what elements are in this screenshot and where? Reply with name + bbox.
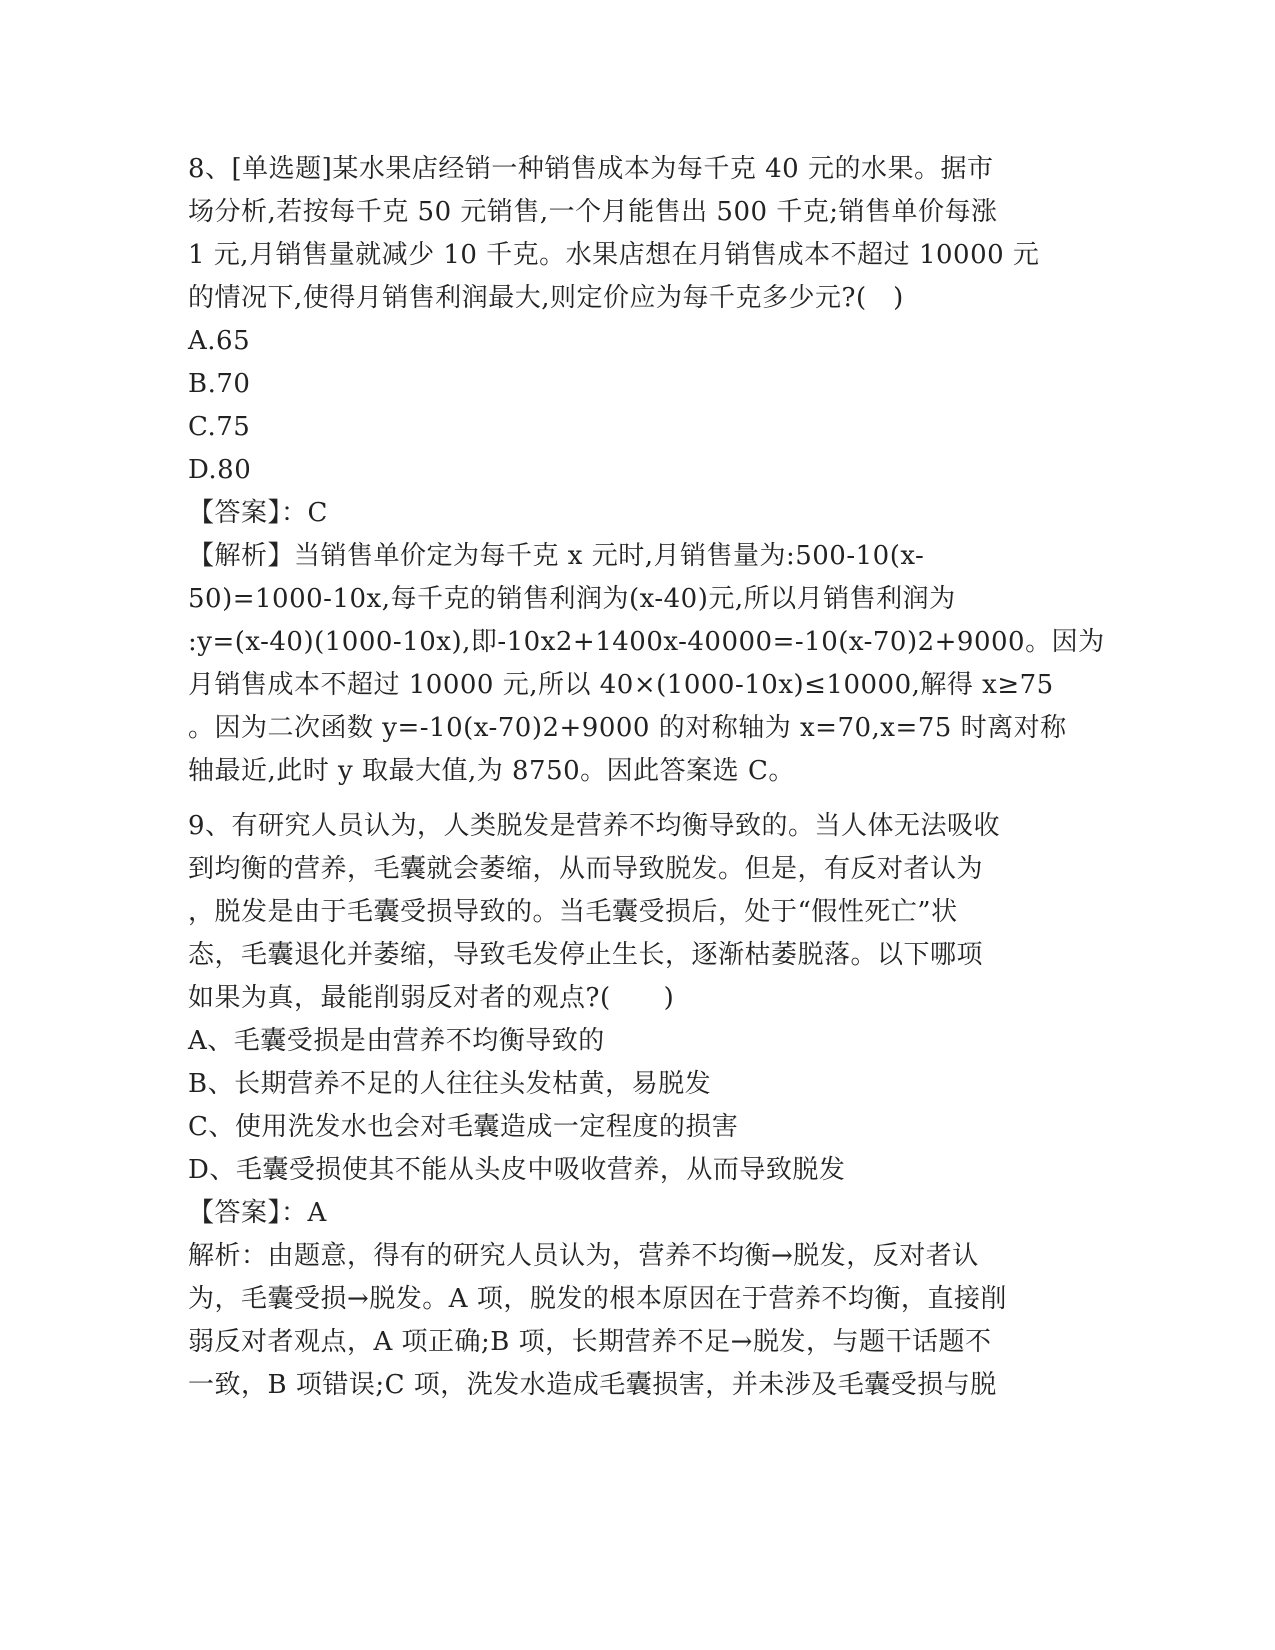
question-8-stem-line-4: 的情况下,使得月销售利润最大,则定价应为每千克多少元?( ) bbox=[188, 283, 904, 313]
question-8-analysis-line-4: 月销售成本不超过 10000 元,所以 40×(1000-10x)≤10000,解得 x≥75 bbox=[188, 670, 1054, 700]
question-8-option-b: B.70 bbox=[188, 369, 251, 399]
question-9-option-d: D、毛囊受损使其不能从头皮中吸收营养，从而导致脱发 bbox=[188, 1155, 846, 1185]
question-8-analysis-line-2: 50)=1000-10x,每千克的销售利润为(x-40)元,所以月销售利润为 bbox=[188, 584, 956, 614]
question-8-stem-line-3: 1 元,月销售量就减少 10 千克。水果店想在月销售成本不超过 10000 元 bbox=[188, 240, 1040, 270]
question-9-analysis-line-2: 为，毛囊受损→脱发。A 项，脱发的根本原因在于营养不均衡，直接削 bbox=[188, 1284, 1007, 1314]
question-8-option-d: D.80 bbox=[188, 455, 252, 485]
question-9-option-c: C、使用洗发水也会对毛囊造成一定程度的损害 bbox=[188, 1112, 739, 1142]
question-9-analysis-line-1: 解析：由题意，得有的研究人员认为，营养不均衡→脱发，反对者认 bbox=[188, 1241, 979, 1271]
question-separator bbox=[188, 793, 1088, 805]
question-8-analysis-line-6: 轴最近,此时 y 取最大值,为 8750。因此答案选 C。 bbox=[188, 756, 795, 786]
question-9-option-a: A、毛囊受损是由营养不均衡导致的 bbox=[188, 1026, 605, 1056]
question-8-analysis-line-5: 。因为二次函数 y=-10(x-70)2+9000 的对称轴为 x=70,x=75 时离对称 bbox=[188, 713, 1067, 743]
question-8-analysis-line-3: :y=(x-40)(1000-10x),即-10x2+1400x-40000=-10(x-70)2+9000。因为 bbox=[188, 627, 1105, 657]
question-8-stem-line-2: 场分析,若按每千克 50 元销售,一个月能售出 500 千克;销售单价每涨 bbox=[188, 197, 998, 227]
question-8-option-c: C.75 bbox=[188, 412, 251, 442]
question-9-stem-line-4: 态，毛囊退化并萎缩，导致毛发停止生长，逐渐枯萎脱落。以下哪项 bbox=[188, 940, 984, 970]
question-9-stem-line-2: 到均衡的营养，毛囊就会萎缩，从而导致脱发。但是，有反对者认为 bbox=[188, 854, 984, 884]
question-9-answer: 【答案】：A bbox=[188, 1198, 327, 1228]
question-9-stem-line-3: ，脱发是由于毛囊受损导致的。当毛囊受损后，处于“假性死亡”状 bbox=[188, 897, 958, 927]
question-9 bbox=[188, 805, 1088, 1407]
question-9-stem-line-1: 9、有研究人员认为，人类脱发是营养不均衡导致的。当人体无法吸收 bbox=[188, 811, 1001, 841]
question-9-stem-line-5: 如果为真，最能削弱反对者的观点?( ) bbox=[188, 983, 675, 1013]
question-9-option-b: B、长期营养不足的人往往头发枯黄，易脱发 bbox=[188, 1069, 712, 1099]
question-8-option-a: A.65 bbox=[188, 326, 251, 356]
question-8-analysis-line-1: 【解析】当销售单价定为每千克 x 元时,月销售量为:500-10(x- bbox=[188, 541, 925, 571]
question-8-stem-line-1: 8、[单选题]某水果店经销一种销售成本为每千克 40 元的水果。据市 bbox=[188, 154, 994, 184]
question-9-analysis-line-3: 弱反对者观点，A 项正确;B 项，长期营养不足→脱发，与题干话题不 bbox=[188, 1327, 992, 1357]
question-8 bbox=[188, 148, 1105, 793]
question-8-answer: 【答案】：C bbox=[188, 498, 328, 528]
question-9-analysis-line-4: 一致，B 项错误;C 项，洗发水造成毛囊损害，并未涉及毛囊受损与脱 bbox=[188, 1370, 997, 1400]
document-page bbox=[188, 148, 1105, 1407]
